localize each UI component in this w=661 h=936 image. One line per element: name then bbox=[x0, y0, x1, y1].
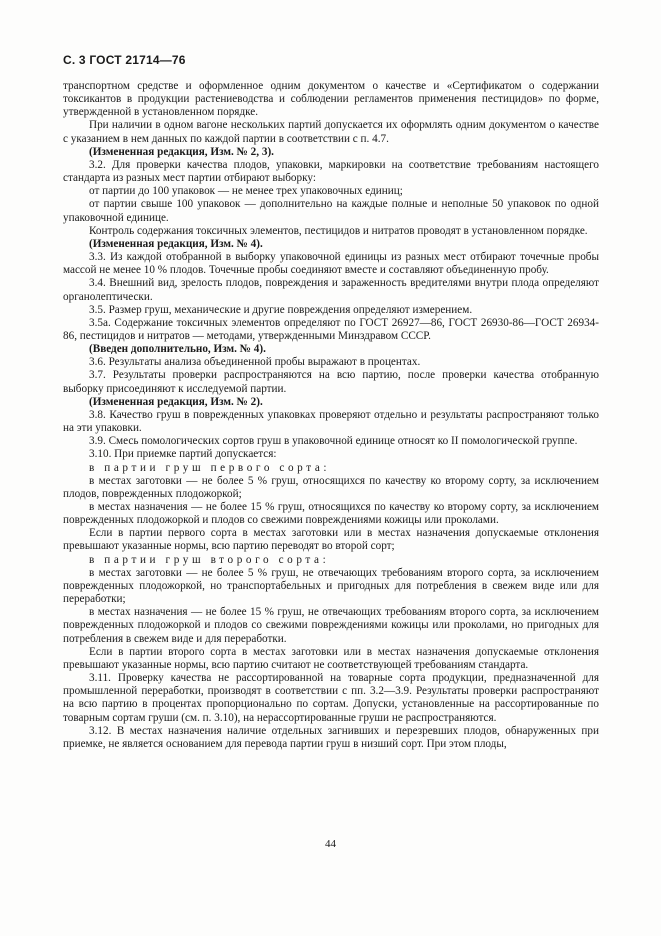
sampling-rule-large-lot: от партии свыше 100 упаковок — дополнительно на каждые полные и неполные 50 упаковок по одной упаковочной единице. bbox=[63, 198, 599, 224]
clause-3-10: 3.10. При приемке партий допускается: bbox=[89, 448, 277, 461]
clause-3-6: 3.6. Результаты анализа объединенной пробы выражают в процентах. bbox=[89, 356, 421, 369]
second-grade-heading: в партии груш второго сорта: bbox=[89, 553, 330, 566]
clause-3-7: 3.7. Результаты проверки распространяются на всю партию, после проверки качества отобранную выборку присоединяют к исследуемой партии. bbox=[63, 369, 599, 395]
second-grade-procurement: в местах заготовки — не более 5 % груш, не отвечающих требованиям второго сорта, за исключением поврежденных плодожоркой, но транспортабельных и пригодных для потребления в свежем виде или для переработки; bbox=[63, 566, 599, 606]
clause-3-9: 3.9. Смесь помологических сортов груш в упаковочной единице относят ко II помологической группе. bbox=[89, 435, 578, 448]
clause-3-3: 3.3. Из каждой отобранной в выборку упаковочной единицы из разных мест отбирают точечные пробы массой не менее 10 % плодов. Точечные пробы соединяют вместе и составляют объединенную пробу. bbox=[63, 251, 599, 277]
clause-3-11: 3.11. Проверку качества не рассортированной на товарные сорта продукции, предназначенной для промышленной переработки, производят в соответствии с пп. 3.2—3.9. Результаты проверки распространяют на всю партию в процентах пропорционально по сортам. Допуски, установленные на рассортированные по товарным сортам груши (см. п. 3.10), на нерассортированные груши не распространяются. bbox=[63, 672, 599, 724]
toxic-control-paragraph: Контроль содержания токсичных элементов, пестицидов и нитратов проводят в установленном порядке. bbox=[89, 224, 588, 237]
clause-3-5: 3.5. Размер груш, механические и другие повреждения определяют измерением. bbox=[89, 303, 473, 316]
clause-3-12: 3.12. В местах назначения наличие отдельных загнивших и перезревших плодов, обнаруженных при приемке, не является основанием для перевода партии груш в низший сорт. При этом плоды, bbox=[63, 724, 599, 750]
first-grade-destination: в местах назначения — не более 15 % груш, относящихся по качеству ко второму сорту, за исключением поврежденных плодожоркой и плодов со свежими повреждениями кожицы или проколами. bbox=[63, 501, 599, 527]
page-number: 44 bbox=[325, 838, 336, 850]
amendment-note: (Измененная редакция, Изм. № 4). bbox=[89, 237, 263, 250]
paragraph-multiple-lots: При наличии в одном вагоне нескольких партий допускается их оформлять одним документом о качестве с указанием в нем данных по каждой партии в соответствии с п. 4.7. bbox=[63, 119, 599, 145]
clause-3-8: 3.8. Качество груш в поврежденных упаковках проверяют отдельно и результаты распространяют только на эти упаковки. bbox=[63, 408, 599, 435]
amendment-note: (Введен дополнительно, Изм. № 4). bbox=[89, 343, 266, 356]
second-grade-destination: в местах назначения — не более 15 % груш, не отвечающих требованиям второго сорта, за исключением поврежденных плодожоркой и плодов со свежими повреждениями кожицы или проколами, но пригодных для потребления в свежем виде и для переработки. bbox=[63, 606, 599, 645]
sampling-rule-small-lot: от партии до 100 упаковок — не менее трех упаковочных единиц; bbox=[89, 185, 403, 198]
second-grade-exceeded: Если в партии второго сорта в местах заготовки или в местах назначения допускаемые отклонения превышают указанные нормы, всю партию считают не соответствующей требованиям стандарта. bbox=[63, 645, 599, 671]
clause-3-5a: 3.5а. Содержание токсичных элементов определяют по ГОСТ 26927—86, ГОСТ 26930-86—ГОСТ 26934-86, пестицидов и нитратов — методами, утвержденными Минздравом СССР. bbox=[63, 316, 599, 342]
first-grade-procurement: в местах заготовки — не более 5 % груш, относящихся по качеству ко второму сорту, за исключением плодов, поврежденных плодожоркой; bbox=[63, 474, 599, 500]
clause-3-2: 3.2. Для проверки качества плодов, упаковки, маркировки на соответствие требованиям настоящего стандарта из разных мест партии отбирают выборку: bbox=[63, 158, 599, 185]
document-body bbox=[63, 80, 599, 751]
amendment-note: (Измененная редакция, Изм. № 2, 3). bbox=[89, 145, 274, 158]
clause-3-4: 3.4. Внешний вид, зрелость плодов, повреждения и зараженность вредителями внутри плода определяют органолептически. bbox=[63, 277, 599, 303]
amendment-note: (Измененная редакция, Изм. № 2). bbox=[89, 395, 263, 408]
first-grade-exceeded: Если в партии первого сорта в местах заготовки или в местах назначения допускаемые отклонения превышают указанные нормы, всю партию переводят во второй сорт; bbox=[63, 527, 599, 553]
paragraph-transport: транспортном средстве и оформленное одним документом о качестве и «Сертификатом о содержании токсикантов в продукции растениеводства и соблюдении регламентов применения пестицидов» по форме, утвержденной в установленном порядке. bbox=[63, 80, 599, 119]
page-header: С. 3 ГОСТ 21714—76 bbox=[63, 53, 186, 67]
first-grade-heading: в партии груш первого сорта: bbox=[89, 461, 331, 474]
